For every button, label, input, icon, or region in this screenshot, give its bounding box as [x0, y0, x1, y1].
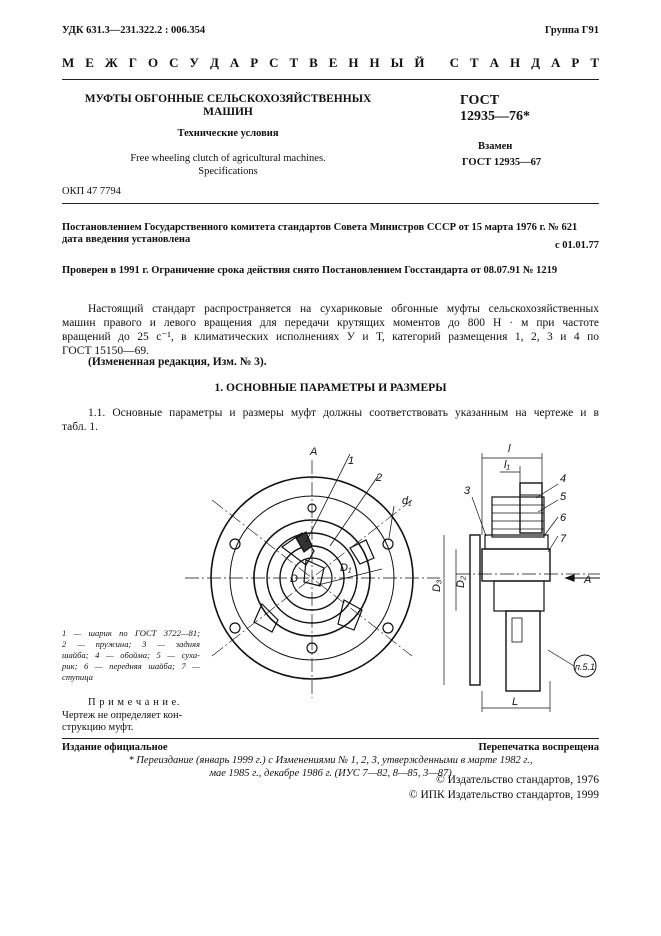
intro-paragraph: Настоящий стандарт распространяется на сухариковые обгонные муфты сельскохозяйственных машин правого и левого вращения для передачи крутящих моментов до 800 Н · м при частоте вращений до 25 с⁻¹, в климатических исполнениях У и Т, категорий размещения 1, 2, 3 и 4 по ГОСТ 15150—69.	[62, 303, 599, 357]
okp-code: ОКП 47 7794	[62, 186, 121, 197]
banner-letter: Т	[590, 55, 599, 70]
callout-7: 7	[560, 533, 567, 545]
banner-letter: С	[449, 55, 460, 70]
banner-letter: Т	[289, 55, 299, 70]
section-heading: 1. ОСНОВНЫЕ ПАРАМЕТРЫ И РАЗМЕРЫ	[214, 382, 447, 394]
banner-letter: Н	[510, 55, 521, 70]
banner-letter: Н	[348, 55, 359, 70]
banner-letter: Ж	[104, 55, 118, 70]
banner-letter: Е	[85, 55, 94, 70]
banner-letter: Т	[470, 55, 479, 70]
group-code: Группа Г91	[544, 25, 599, 36]
banner-letter: М	[62, 55, 75, 70]
banner-letter: Е	[328, 55, 338, 70]
callout-6: 6	[560, 512, 567, 524]
reprint-ban: Перепечатка воспрещена	[478, 742, 599, 753]
banner-letter: Д	[531, 55, 541, 70]
banner-letter: Н	[369, 55, 380, 70]
banner-letter: А	[489, 55, 500, 70]
subtitle-ru: Технические условия	[177, 128, 279, 139]
gost-designation: ГОСТ 12935—76*	[460, 93, 530, 124]
dim-d1: d₁	[402, 495, 412, 507]
banner-letter: Й	[414, 55, 425, 70]
banner-letter: С	[169, 55, 179, 70]
surface-note: п.5.1	[575, 662, 595, 672]
note-title: П р и м е ч а н и е.	[88, 697, 180, 708]
callout-4: 4	[560, 473, 567, 485]
callout-1: 1	[348, 455, 355, 467]
effective-date: с 01.01.77	[554, 240, 599, 251]
copyright-1976: © Издательство стандартов, 1976	[435, 774, 599, 786]
copyright-1999: © ИПК Издательство стандартов, 1999	[408, 789, 599, 801]
callout-5: 5	[560, 491, 567, 503]
arrow-label: А	[584, 574, 592, 586]
banner-letter: А	[229, 55, 240, 70]
dim-D3: D₃	[431, 579, 443, 592]
dim-D: D	[290, 573, 298, 585]
replaces-value: ГОСТ 12935—67	[462, 157, 542, 168]
title-ru: МУФТЫ ОБГОННЫЕ СЕЛЬСКОХОЗЯЙСТВЕННЫХ МАШИН	[84, 93, 372, 118]
banner-letter: Р	[571, 55, 580, 70]
dim-l: l	[508, 443, 511, 455]
banner-letter: Д	[209, 55, 219, 70]
banner-letter: Р	[250, 55, 259, 70]
udk-code: УДК 631.3—231.322.2 : 006.354	[62, 25, 206, 36]
decree-effective: дата введения установлена	[62, 234, 191, 245]
view-label: А	[310, 446, 318, 458]
dim-D2: D₂	[455, 575, 467, 588]
title-en: Free wheeling clutch of agricultural machines. Specifications	[130, 153, 326, 177]
decree-line: Постановлением Государственного комитета стандартов Совета Министров СССР от 15 марта 1976 г. № 621	[62, 222, 578, 233]
callout-2: 2	[376, 472, 383, 484]
dim-l1: l₁	[504, 459, 510, 471]
front-view	[185, 454, 440, 698]
note-text: Чертеж не определяет кон- струкцию муфт.	[62, 710, 183, 733]
dim-L: L	[512, 696, 519, 708]
banner-letter: В	[309, 55, 318, 70]
banner-letter: Г	[128, 55, 137, 70]
clause-1-1: 1.1. Основные параметры и размеры муфт должны соответствовать указанным на чертеже и в табл. 1.	[62, 407, 599, 433]
figure-legend: 1 — шарик по ГОСТ 3722—81; 2 — пружина; 3 — задняя шайба; 4 — обойма; 5 — суха- рик; 6 — передняя шайба; 7 — ступица	[62, 628, 200, 682]
reissue-note: * Переиздание (январь 1999 г.) с Изменениями № 1, 2, 3, утвержденными в марте 1982 г., мае 1985 г., декабре 1986 г. (ИУС 7—82, 8—85, 3—87)	[128, 755, 533, 779]
banner-letter: А	[551, 55, 561, 70]
replaces-label: Взамен	[478, 141, 513, 152]
dim-D1: D₁	[340, 562, 352, 574]
validity-check: Проверен в 1991 г. Ограничение срока действия снято Постановлением Госстандарта от 08.07.91 № 1219	[62, 265, 558, 276]
banner-letter: У	[189, 55, 199, 70]
callout-3: 3	[464, 485, 471, 497]
banner-letter: О	[147, 55, 159, 70]
revision-note: (Измененная редакция, Изм. № 3).	[88, 356, 267, 368]
banner-letter: С	[269, 55, 279, 70]
footer-divider	[62, 738, 599, 739]
banner-letter: Ы	[390, 55, 404, 70]
edition-label: Издание официальное	[62, 742, 168, 753]
